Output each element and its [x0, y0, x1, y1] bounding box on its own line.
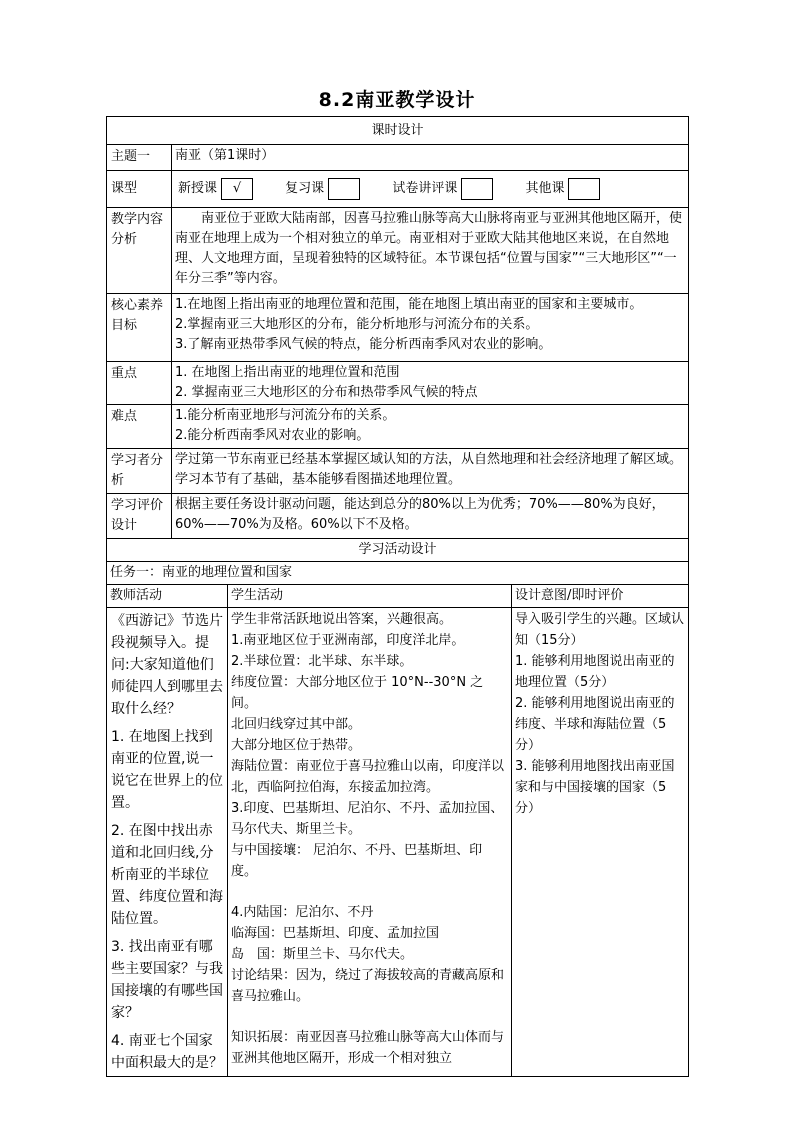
course-type-new: 新授课	[178, 181, 218, 196]
student-activity-item: 临海国：巴基斯坦、印度、孟加拉国	[231, 926, 440, 941]
student-activity-item: 大部分地区位于热带。	[231, 738, 362, 753]
student-activity-item: 2.半球位置：北半球、东半球。	[231, 654, 413, 669]
lesson-plan-table	[106, 116, 689, 1077]
page-title: 8.2南亚教学设计	[318, 89, 476, 111]
teacher-activity-cell	[107, 608, 228, 1077]
evaluation-label: 学习评价设计	[107, 494, 172, 539]
student-activity-item: 岛 国：斯里兰卡、马尔代夫。	[231, 947, 414, 962]
student-activity-item: 知识拓展：南亚因喜马拉雅山脉等高大山体而与亚洲其他地区隔开，形成一个相对独立	[231, 1030, 505, 1066]
student-activity-item: 纬度位置：大部分地区位于 10°N--30°N 之间。	[231, 675, 484, 711]
key-point-item: 2. 掌握南亚三大地形区的分布和热带季风气候的特点	[175, 385, 478, 400]
student-activity-item: 4.内陆国：尼泊尔、不丹	[231, 905, 374, 920]
task-one-title: 任务一：南亚的地理位置和国家	[107, 562, 689, 585]
teacher-activity-item: 3. 找出南亚有哪些主要国家？与我国接壤的有哪些国家？	[111, 939, 223, 1021]
design-intent-item: 3. 能够利用地图找出南亚国家和与中国接壤的国家（5分）	[515, 759, 675, 816]
course-type-other: 其他课	[525, 181, 565, 196]
key-points-list	[172, 362, 689, 405]
difficulty-item: 2.能分析西南季风对农业的影响。	[175, 428, 370, 443]
student-activity-item: 3.印度、巴基斯坦、尼泊尔、不丹、孟加拉国、马尔代夫、斯里兰卡。	[231, 801, 504, 837]
checkbox-review[interactable]	[328, 178, 360, 200]
course-type-review: 复习课	[285, 181, 325, 196]
col-header-student: 学生活动	[228, 585, 512, 608]
design-intent-item: 2. 能够利用地图说出南亚的纬度、半球和海陆位置（5分）	[515, 696, 675, 753]
student-activity-item: 北回归线穿过其中部。	[231, 717, 362, 732]
key-point-item: 1. 在地图上指出南亚的地理位置和范围	[175, 365, 400, 380]
student-activity-item: 1.南亚地区位于亚洲南部，印度洋北岸。	[231, 633, 465, 648]
student-activity-item: 学生非常活跃地说出答案，兴趣很高。	[231, 612, 453, 627]
key-points-label: 重点	[107, 362, 172, 405]
difficulties-list	[172, 405, 689, 449]
teacher-activity-item: 《西游记》节选片段视频导入。提问:大家知道他们师徒四人到哪里去取什么经？	[111, 613, 223, 717]
student-activity-item: 讨论结果：因为，绕过了海拔较高的青藏高原和喜马拉雅山。	[231, 968, 505, 1004]
core-goals-label: 核心素养目标	[107, 294, 172, 362]
course-type-label: 课型	[107, 171, 172, 208]
learner-analysis-text: 学过第一节东南亚已经基本掌握区域认知的方法，从自然地理和社会经济地理了解区域。学习本节有了基础，基本能够看图描述地理位置。	[172, 449, 689, 494]
course-type-exam: 试卷讲评课	[392, 181, 458, 196]
design-intent-item: 导入吸引学生的兴趣。区域认知（15分）	[515, 612, 685, 648]
topic-label: 主题一	[107, 145, 172, 171]
section-activity-design: 学习活动设计	[107, 539, 689, 562]
col-header-teacher: 教师活动	[107, 585, 228, 608]
content-analysis-text: 南亚位于亚欧大陆南部，因喜马拉雅山脉等高大山脉将南亚与亚洲其他地区隔开，使南亚在地理上成为一个相对独立的单元。南亚相对于亚欧大陆其他地区来说，在自然地理、人文地理方面，呈现着独特的区域特征。本节课包括“位置与国家”“三大地形区”“一年分三季”等内容。	[172, 208, 689, 294]
checkbox-exam[interactable]	[461, 178, 493, 200]
core-goal-item: 3.了解南亚热带季风气候的特点，能分析西南季风对农业的影响。	[175, 337, 552, 352]
evaluation-text: 根据主要任务设计驱动问题，能达到总分的80%以上为优秀；70%——80%为良好，60%——70%为及格。60%以下不及格。	[172, 494, 689, 539]
core-goal-item: 2.掌握南亚三大地形区的分布，能分析地形与河流分布的关系。	[175, 317, 539, 332]
col-header-design: 设计意图/即时评价	[512, 585, 689, 608]
teacher-activity-item: 4. 南亚七个国家中面积最大的是？	[111, 1033, 223, 1071]
checkbox-other[interactable]	[568, 178, 600, 200]
student-activity-item: 海陆位置：南亚位于喜马拉雅山以南，印度洋以北，西临阿拉伯海，东接孟加拉湾。	[231, 759, 505, 795]
section-lesson-design: 课时设计	[107, 117, 689, 145]
design-intent-item: 1. 能够利用地图说出南亚的地理位置（5分）	[515, 654, 675, 690]
student-activity-item: 与中国接壤： 尼泊尔、不丹、巴基斯坦、印度。	[231, 843, 483, 879]
design-intent-cell	[512, 608, 689, 1077]
teacher-activity-item: 2. 在图中找出赤道和北回归线,分析南亚的半球位置、纬度位置和海陆位置。	[111, 823, 223, 927]
difficulty-item: 1.能分析南亚地形与河流分布的关系。	[175, 408, 396, 423]
content-analysis-label: 教学内容分析	[107, 208, 172, 294]
checkbox-new[interactable]: √	[221, 178, 253, 200]
difficulties-label: 难点	[107, 405, 172, 449]
course-type-options	[172, 171, 689, 208]
student-activity-cell	[228, 608, 512, 1077]
learner-analysis-label: 学习者分析	[107, 449, 172, 494]
topic-value: 南亚（第1课时）	[172, 145, 689, 171]
core-goals-list	[172, 294, 689, 362]
core-goal-item: 1.在地图上指出南亚的地理位置和范围，能在地图上填出南亚的国家和主要城市。	[175, 297, 643, 312]
teacher-activity-item: 1. 在地图上找到南亚的位置,说一说它在世界上的位置。	[111, 729, 223, 811]
